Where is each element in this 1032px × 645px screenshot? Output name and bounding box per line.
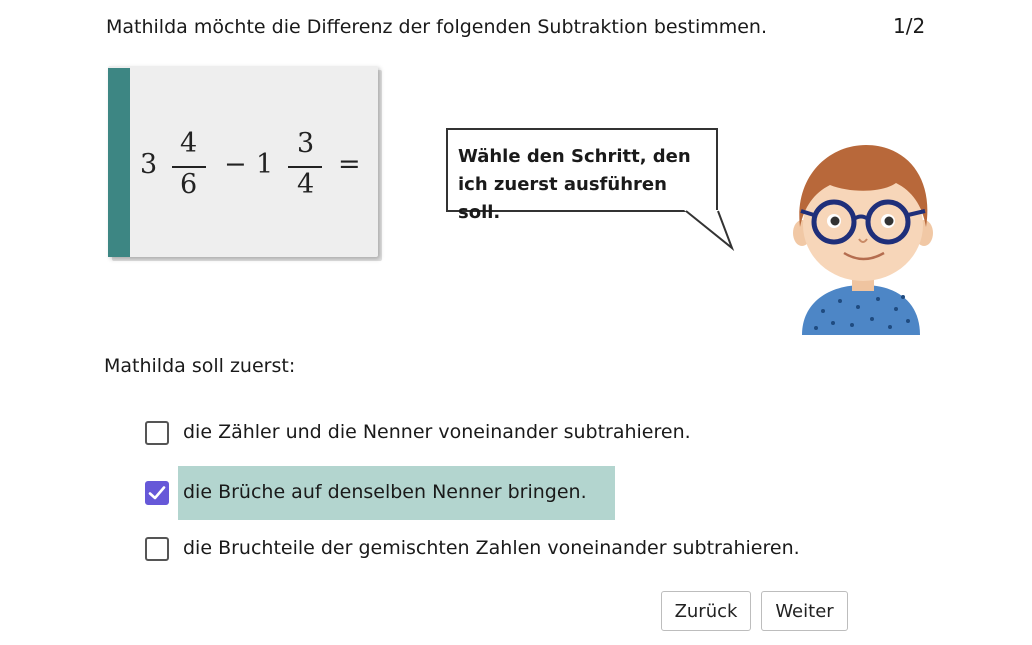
minus-operator: − [224,149,247,180]
denominator-2: 4 [297,169,315,200]
speech-line-1: Wähle den Schritt, den [458,146,691,167]
checkbox-option-1[interactable] [145,421,169,445]
option-subtract-fraction-parts[interactable] [145,522,806,576]
checkbox-option-2[interactable] [145,481,169,505]
equals-sign: = [338,149,361,180]
task-prompt: Mathilda möchte die Differenz der folgenden Subtraktion bestimmen. [106,16,768,38]
option-3-label[interactable]: die Bruchteile der gemischten Zahlen voneinander subtrahieren. [183,537,800,559]
numerator-1: 4 [180,128,198,159]
back-button[interactable]: Zurück [661,591,751,631]
checkbox-option-3[interactable] [145,537,169,561]
whole-number-1: 3 [140,149,158,180]
option-subtract-numerators[interactable] [145,406,697,460]
option-2-label[interactable]: die Brüche auf denselben Nenner bringen. [178,466,615,520]
numerator-2: 3 [297,128,315,159]
whole-number-2: 1 [256,149,274,180]
denominator-1: 6 [180,169,198,200]
question-text: Mathilda soll zuerst: [104,355,296,377]
speech-bubble [446,128,718,223]
speech-bubble-tail [680,210,740,252]
card-accent-bar [108,68,130,257]
speech-line-2: ich zuerst ausführen soll. [458,174,667,223]
boy-avatar [788,135,938,335]
next-button[interactable]: Weiter [761,591,848,631]
checkmark-icon [148,484,166,502]
equation-card [108,66,380,260]
page-counter: 1/2 [893,14,926,38]
option-common-denominator[interactable] [145,466,615,520]
fraction-bar-2 [288,166,322,168]
fraction-bar-1 [172,166,206,168]
option-1-label[interactable]: die Zähler und die Nenner voneinander subtrahieren. [183,421,691,443]
